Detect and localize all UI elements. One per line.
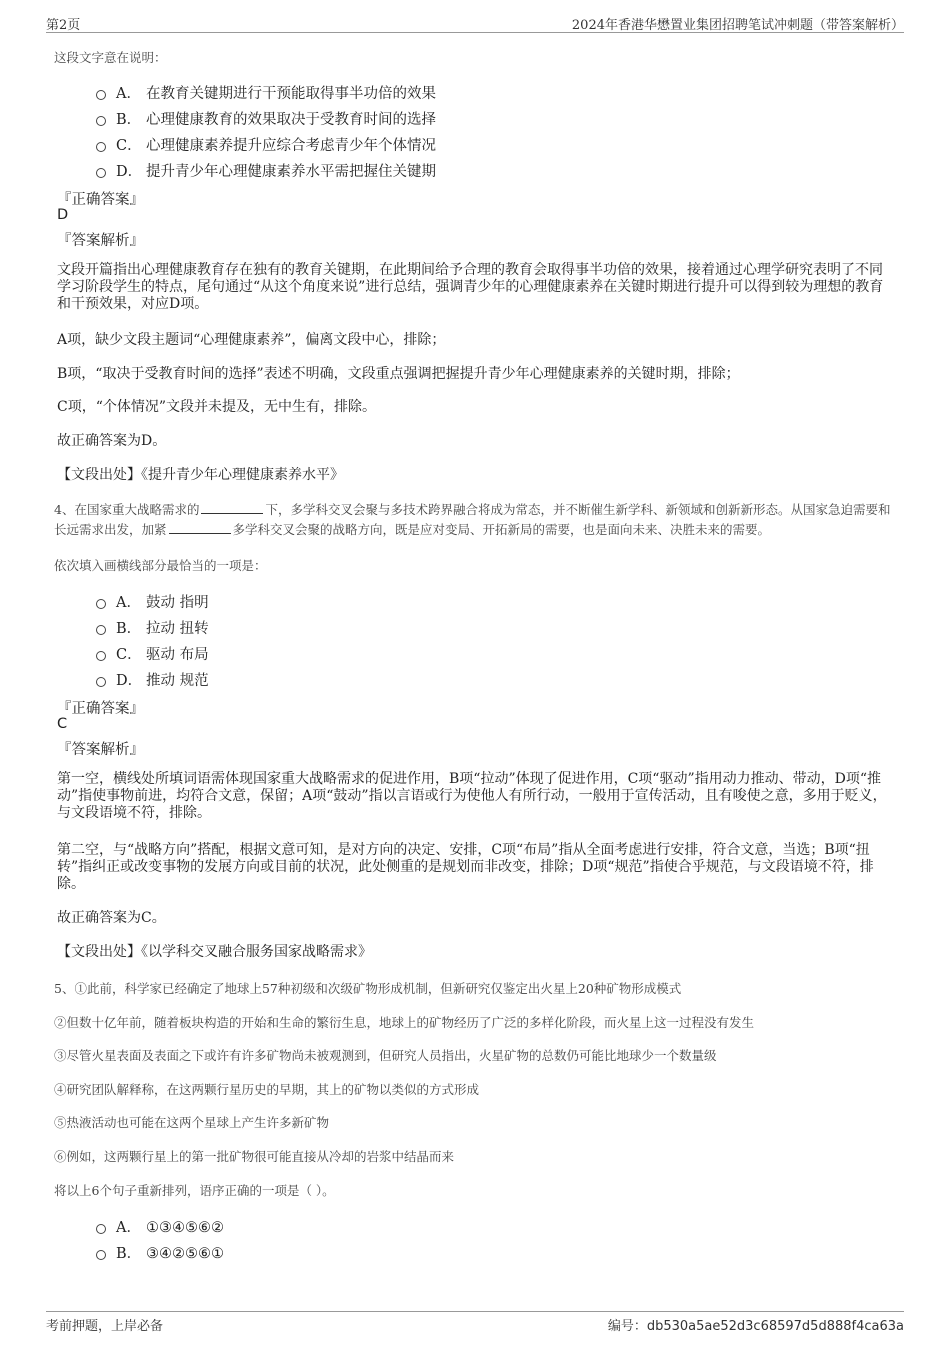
- analysis-conclusion: 故正确答案为C。: [57, 910, 166, 926]
- analysis-conclusion: 故正确答案为D。: [57, 433, 167, 449]
- option-b[interactable]: B． 拉动 扭转: [96, 617, 209, 638]
- footer-slogan: 考前押题，上岸必备: [46, 1319, 164, 1334]
- radio-icon[interactable]: [96, 677, 106, 687]
- sentence-item: 5、①此前，科学家已经确定了地球上57种初级和次级矿物形成机制，但新研究仅鉴定出火星上20种矿物形成模式: [54, 981, 682, 996]
- question-instruction: 将以上6个句子重新排列，语序正确的一项是（ ）。: [54, 1183, 335, 1198]
- fill-blank: [201, 501, 263, 514]
- document-code: 编号：db530a5ae52d3c68597d5d888f4ca63a: [607, 1319, 904, 1334]
- radio-icon[interactable]: [96, 168, 106, 178]
- answer-value: C: [57, 716, 68, 732]
- page-number: 第2页: [46, 18, 81, 33]
- option-a[interactable]: A． ①③④⑤⑥②: [96, 1216, 224, 1237]
- question-prompt: 这段文字意在说明：: [54, 50, 167, 65]
- question-instruction: 依次填入画横线部分最恰当的一项是：: [54, 558, 267, 573]
- option-a[interactable]: A． 鼓动 指明: [96, 591, 209, 612]
- analysis-paragraph: 第二空，与“战略方向”搭配，根据文意可知，是对方向的决定、安排，C项“布局”指从全面考虑进行安排，符合文意，当选；B项“扭转”指纠正或改变事物的发展方向或目前的状况，此处侧重的是规划而非改变，排除；D项“规范”指使合乎规范，与文段语境不符，排除。: [57, 842, 874, 892]
- option-c[interactable]: C． 心理健康素养提升应综合考虑青少年个体情况: [96, 134, 436, 155]
- answer-value: D: [57, 207, 69, 223]
- answer-label: 『正确答案』: [57, 701, 144, 717]
- analysis-paragraph: B项，“取决于受教育时间的选择”表述不明确，文段重点强调把握提升青少年心理健康素养的关键时期，排除；: [57, 366, 740, 382]
- analysis-label: 『答案解析』: [57, 233, 144, 249]
- question-stem: 4、在国家重大战略需求的 下，多学科交叉会聚与多技术跨界融合将成为常态，并不断催生新学科、新领域和创新新形态。从国家急迫需要和长远需求出发，加紧 多学科交叉会聚的战略方向，既是应对变局、开拓新局的需要，也是面向未来、决胜未来的需要。: [54, 502, 891, 537]
- option-a[interactable]: A． 在教育关键期进行干预能取得事半功倍的效果: [96, 82, 436, 103]
- sentence-item: ④研究团队解释称，在这两颗行星历史的早期，其上的矿物以类似的方式形成: [54, 1082, 480, 1097]
- radio-icon[interactable]: [96, 90, 106, 100]
- answer-label: 『正确答案』: [57, 192, 144, 208]
- radio-icon[interactable]: [96, 1224, 106, 1234]
- radio-icon[interactable]: [96, 142, 106, 152]
- sentence-item: ②但数十亿年前，随着板块构造的开始和生命的繁衍生息，地球上的矿物经历了广泛的多样化阶段，而火星上这一过程没有发生: [54, 1015, 755, 1030]
- sentence-item: ⑥例如，这两颗行星上的第一批矿物很可能直接从冷却的岩浆中结晶而来: [54, 1149, 455, 1164]
- analysis-paragraph: 第一空，横线处所填词语需体现国家重大战略需求的促进作用，B项“拉动”体现了促进作用，C项“驱动”指用动力推动、带动，D项“推动”指使事物前进，均符合文意，保留；A项“鼓动”指以言语或行为使他人有所行动，一般用于宣传活动，且有唆使之意，多用于贬义，与文段语境不符，排除。: [57, 771, 887, 821]
- analysis-label: 『答案解析』: [57, 742, 144, 758]
- option-b[interactable]: B． 心理健康教育的效果取决于受教育时间的选择: [96, 108, 436, 129]
- document-title: 2024年香港华懋置业集团招聘笔试冲刺题（带答案解析）: [571, 18, 904, 33]
- option-d[interactable]: D． 推动 规范: [96, 669, 209, 690]
- option-c[interactable]: C． 驱动 布局: [96, 643, 209, 664]
- source-citation: 【文段出处】《提升青少年心理健康素养水平》: [57, 467, 344, 483]
- option-b[interactable]: B． ③④②⑤⑥①: [96, 1242, 224, 1263]
- radio-icon[interactable]: [96, 1250, 106, 1260]
- radio-icon[interactable]: [96, 116, 106, 126]
- sentence-item: ③尽管火星表面及表面之下或许有许多矿物尚未被观测到，但研究人员指出，火星矿物的总数仍可能比地球少一个数量级: [54, 1048, 717, 1063]
- analysis-paragraph: A项，缺少文段主题词“心理健康素养”，偏离文段中心，排除；: [57, 332, 446, 348]
- radio-icon[interactable]: [96, 599, 106, 609]
- option-d[interactable]: D． 提升青少年心理健康素养水平需把握住关键期: [96, 160, 436, 181]
- source-citation: 【文段出处】《以学科交叉融合服务国家战略需求》: [57, 944, 372, 960]
- analysis-paragraph: 文段开篇指出心理健康教育存在独有的教育关键期，在此期间给予合理的教育会取得事半功倍的效果，接着通过心理学研究表明了不同学习阶段学生的特点，尾句通过“从这个角度来说”进行总结，强调青少年的心理健康素养在关键时期进行提升可以得到较为理想的教育和干预效果，对应D项。: [57, 262, 884, 312]
- analysis-paragraph: C项，“个体情况”文段并未提及，无中生有，排除。: [57, 399, 377, 415]
- fill-blank: [169, 521, 231, 534]
- radio-icon[interactable]: [96, 651, 106, 661]
- radio-icon[interactable]: [96, 625, 106, 635]
- page-footer: [46, 1311, 904, 1333]
- sentence-item: ⑤热液活动也可能在这两个星球上产生许多新矿物: [54, 1115, 330, 1130]
